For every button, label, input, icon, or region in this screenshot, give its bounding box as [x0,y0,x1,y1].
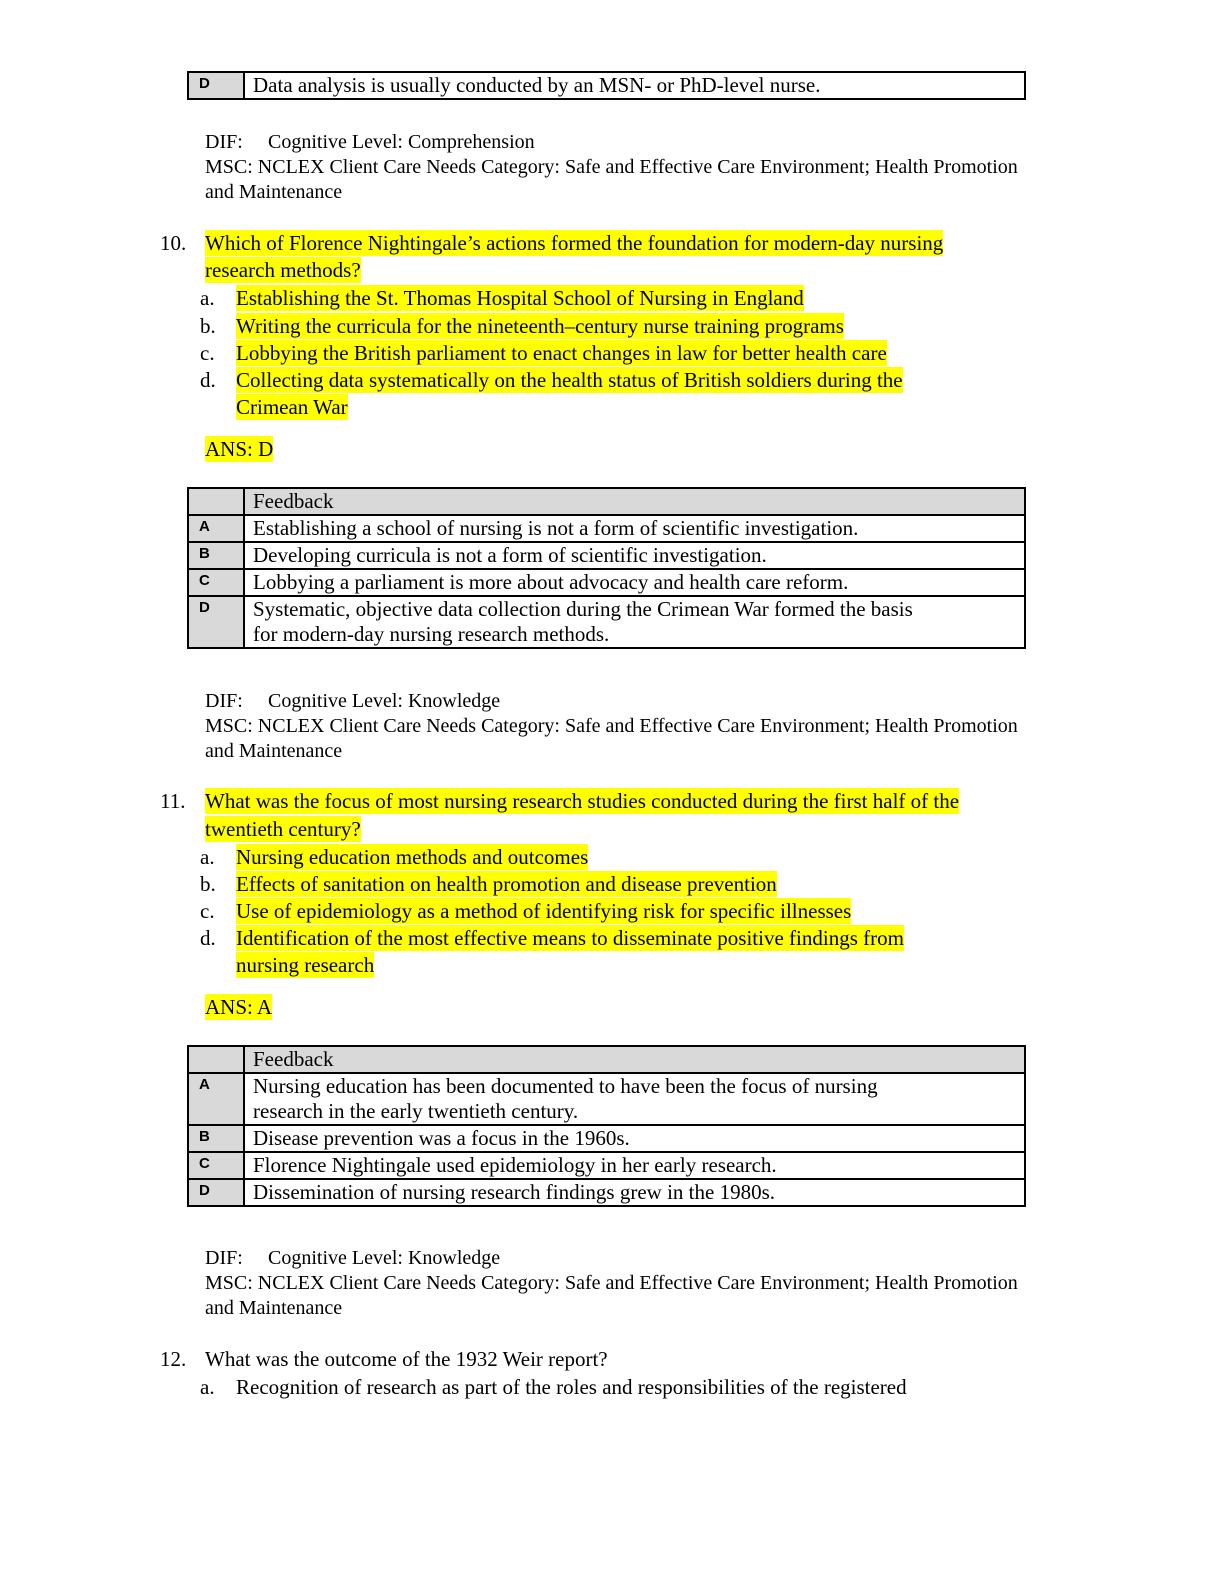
msc-line: MSC: NCLEX Client Care Needs Category: Safe and Effective Care Environment; Health Promotion [205,715,1018,737]
question-stem: twentieth century? [205,817,361,841]
feedback-row [188,1179,1025,1206]
feedback-key: A [188,515,244,542]
option-text: Writing the curricula for the nineteenth–century nurse training programs [236,314,844,338]
option-text: Nursing education methods and outcomes [236,845,589,869]
feedback-text [244,1073,1025,1125]
msc-line: MSC: NCLEX Client Care Needs Category: Safe and Effective Care Environment; Health Promotion [205,1272,1018,1294]
dif-label: DIF: [205,131,243,153]
answer-key: ANS: D [205,437,274,461]
feedback-key: D [188,72,244,99]
msc-line: MSC: NCLEX Client Care Needs Category: Safe and Effective Care Environment; Health Promotion [205,156,1018,178]
question-number: 10. [160,231,187,255]
feedback-table-q10 [187,487,1026,649]
option-letter: a. [200,845,215,869]
question-number: 12. [160,1347,187,1371]
option-letter: a. [200,1375,215,1399]
option-text: Effects of sanitation on health promotion and disease prevention [236,872,777,896]
feedback-table-q11 [187,1045,1026,1207]
dif-value: Cognitive Level: Comprehension [268,131,535,153]
option-text: nursing research [236,953,375,977]
feedback-text: Establishing a school of nursing is not a form of scientific investigation. [244,515,1025,542]
option-text: Recognition of research as part of the roles and responsibilities of the registered [236,1375,907,1399]
question-number: 11. [160,789,186,813]
feedback-key: A [188,1073,244,1125]
msc-line: and Maintenance [205,740,343,762]
question-stem: What was the outcome of the 1932 Weir report? [205,1347,608,1371]
option-letter: c. [200,899,215,923]
feedback-row [188,72,1025,99]
feedback-row [188,1152,1025,1179]
option-letter: b. [200,314,216,338]
answer-key: ANS: A [205,995,273,1019]
feedback-text: Florence Nightingale used epidemiology in her early research. [244,1152,1025,1179]
option-text: Use of epidemiology as a method of identifying risk for specific illnesses [236,899,852,923]
feedback-key: B [188,542,244,569]
option-letter: b. [200,872,216,896]
msc-line: and Maintenance [205,1297,343,1319]
option-text: Establishing the St. Thomas Hospital School of Nursing in England [236,286,804,310]
feedback-row [188,515,1025,542]
feedback-row [188,1073,1025,1125]
option-text: Collecting data systematically on the health status of British soldiers during the [236,368,903,392]
dif-value: Cognitive Level: Knowledge [268,1247,501,1269]
feedback-row [188,542,1025,569]
feedback-text: Developing curricula is not a form of scientific investigation. [244,542,1025,569]
option-text: Lobbying the British parliament to enact changes in law for better health care [236,341,887,365]
question-stem: What was the focus of most nursing research studies conducted during the first half of the [205,789,960,813]
feedback-key [188,1046,244,1073]
feedback-row [188,596,1025,648]
feedback-key: C [188,1152,244,1179]
feedback-text [244,596,1025,648]
feedback-key: C [188,569,244,596]
feedback-text: Data analysis is usually conducted by an MSN- or PhD-level nurse. [244,72,1025,99]
feedback-key: D [188,596,244,648]
top-feedback-table [187,71,1026,100]
feedback-text: Lobbying a parliament is more about advocacy and health care reform. [244,569,1025,596]
feedback-row [188,569,1025,596]
feedback-header-row [188,488,1025,515]
feedback-row [188,1125,1025,1152]
dif-label: DIF: [205,1247,243,1269]
feedback-header-row [188,1046,1025,1073]
option-text: Identification of the most effective means to disseminate positive findings from [236,926,904,950]
feedback-line: Nursing education has been documented to have been the focus of nursing [253,1074,878,1098]
option-text: Crimean War [236,395,348,419]
option-letter: c. [200,341,215,365]
feedback-key: B [188,1125,244,1152]
feedback-line: research in the early twentieth century. [253,1099,579,1123]
msc-line: and Maintenance [205,181,343,203]
option-letter: d. [200,368,216,392]
feedback-header: Feedback [244,488,1025,515]
feedback-text: Disease prevention was a focus in the 1960s. [244,1125,1025,1152]
option-letter: a. [200,286,215,310]
feedback-line: for modern-day nursing research methods. [253,622,610,646]
question-stem: research methods? [205,258,361,282]
feedback-header: Feedback [244,1046,1025,1073]
feedback-key [188,488,244,515]
option-letter: d. [200,926,216,950]
dif-value: Cognitive Level: Knowledge [268,690,501,712]
feedback-key: D [188,1179,244,1206]
feedback-line: Systematic, objective data collection during the Crimean War formed the basis [253,597,913,621]
question-stem: Which of Florence Nightingale’s actions formed the foundation for modern-day nursing [205,231,944,255]
dif-label: DIF: [205,690,243,712]
feedback-text: Dissemination of nursing research findings grew in the 1980s. [244,1179,1025,1206]
